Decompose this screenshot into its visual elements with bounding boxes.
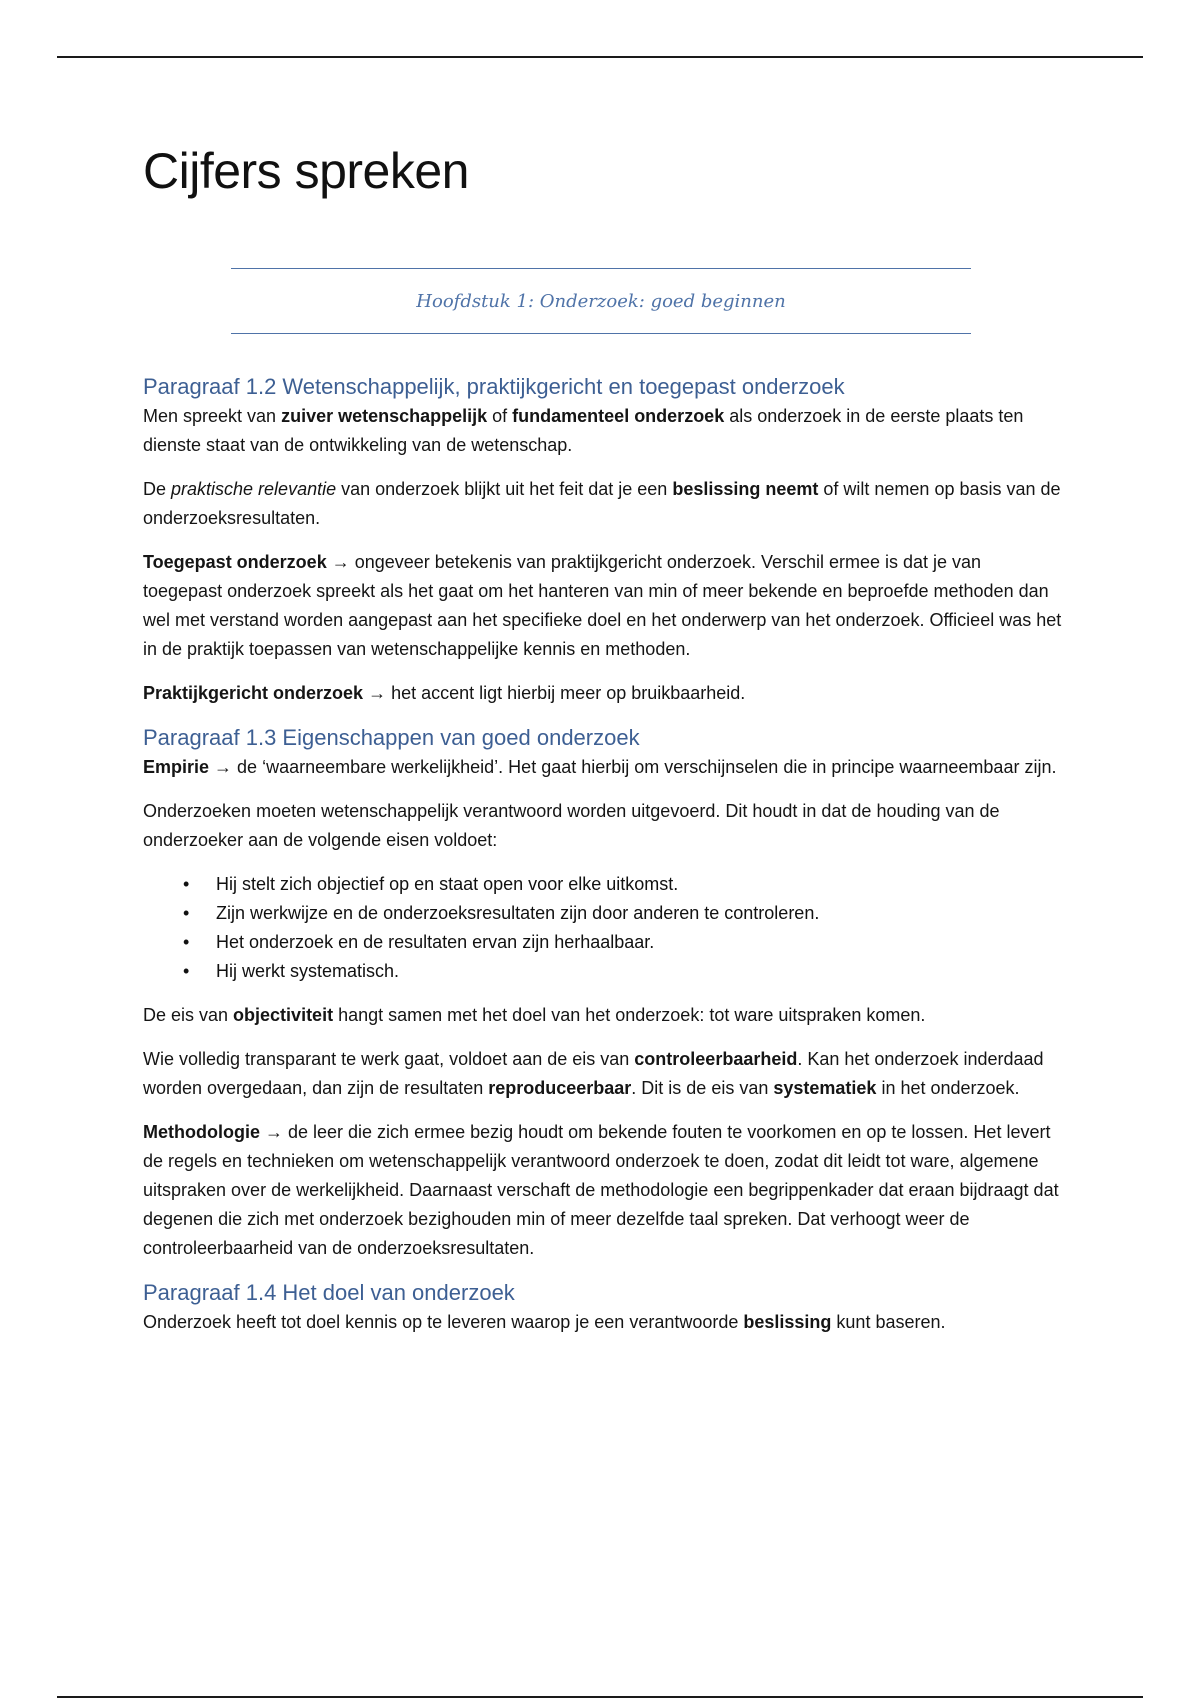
- bottom-rule: [57, 1696, 1143, 1698]
- list-item: • Hij werkt systematisch.: [216, 957, 1063, 986]
- paragraph: De praktische relevantie van onderzoek blijkt uit het feit dat je een beslissing neemt of wilt nemen op basis van de onderzoeksresultaten.: [143, 479, 1061, 528]
- requirements-list: [143, 870, 1063, 986]
- list-item: • Het onderzoek en de resultaten ervan zijn herhaalbaar.: [216, 928, 1063, 957]
- paragraph: Wie volledig transparant te werk gaat, voldoet aan de eis van controleerbaarheid. Kan het onderzoek inderdaad worden overgedaan, dan zijn de resultaten reproduceerbaar. Dit is de eis van systematiek in het onderzoek.: [143, 1049, 1044, 1098]
- arrow-right-icon: →: [209, 757, 238, 777]
- paragraph: Toegepast onderzoek → ongeveer betekenis van praktijkgericht onderzoek. Verschil ermee is dat je van toegepast onderzoek spreekt als het gaat om het hanteren van min of meer bekende en beproefde methoden dan wel met verstand worden aangepast aan het specifieke doel en het onderwerp van het onderzoek. Officieel was het in de praktijk toepassen van wetenschappelijke kennis en methoden.: [143, 552, 1062, 659]
- list-item: • Hij stelt zich objectief op en staat open voor elke uitkomst.: [216, 870, 1063, 899]
- paragraph: Men spreekt van zuiver wetenschappelijk of fundamenteel onderzoek als onderzoek in de eerste plaats ten dienste staat van de ontwikkeling van de wetenschap.: [143, 406, 1024, 455]
- bullet-icon: •: [183, 932, 190, 952]
- list-item: • Zijn werkwijze en de onderzoeksresultaten zijn door anderen te controleren.: [216, 899, 1063, 928]
- bullet-icon: •: [183, 961, 190, 981]
- arrow-right-icon: →: [326, 552, 355, 572]
- paragraph: Methodologie → de leer die zich ermee bezig houdt om bekende fouten te voorkomen en op te lossen. Het levert de regels en technieken om wetenschappelijk verantwoord onderzoek te doen, zodat dit leidt tot ware, algemene uitspraken over de werkelijkheid. Daarnaast verschaft de methodologie een begrippenkader dat eraan bijdraagt dat degenen die zich met onderzoek bezighouden min of meer dezelfde taal spreken. Dat verhoogt weer de controleerbaarheid van de onderzoeksresultaten.: [143, 1122, 1059, 1258]
- bullet-icon: •: [183, 903, 190, 923]
- section-heading-1-4: Paragraaf 1.4 Het doel van onderzoek: [143, 1280, 515, 1305]
- paragraph: Praktijkgericht onderzoek → het accent ligt hierbij meer op bruikbaarheid.: [143, 683, 746, 703]
- paragraph: De eis van objectiviteit hangt samen met het doel van het onderzoek: tot ware uitspraken komen.: [143, 1005, 926, 1025]
- bullet-icon: •: [183, 874, 190, 894]
- paragraph: Empirie → de ‘waarneembare werkelijkheid’. Het gaat hierbij om verschijnselen die in principe waarneembaar zijn.: [143, 757, 1057, 777]
- arrow-right-icon: →: [363, 683, 392, 703]
- document-title: Cijfers spreken: [143, 143, 469, 199]
- top-rule: [57, 56, 1143, 58]
- paragraph: Onderzoek heeft tot doel kennis op te leveren waarop je een verantwoorde beslissing kunt baseren.: [143, 1312, 946, 1332]
- section-heading-1-2: Paragraaf 1.2 Wetenschappelijk, praktijkgericht en toegepast onderzoek: [143, 374, 845, 399]
- document-page: [143, 140, 1063, 1352]
- paragraph: Onderzoeken moeten wetenschappelijk verantwoord worden uitgevoerd. Dit houdt in dat de houding van de onderzoeker aan de volgende eisen voldoet:: [143, 801, 1000, 850]
- arrow-right-icon: →: [259, 1122, 288, 1142]
- section-heading-1-3: Paragraaf 1.3 Eigenschappen van goed onderzoek: [143, 725, 640, 750]
- chapter-subtitle: Hoofdstuk 1: Onderzoek: goed beginnen: [416, 290, 786, 312]
- chapter-banner: [231, 268, 971, 334]
